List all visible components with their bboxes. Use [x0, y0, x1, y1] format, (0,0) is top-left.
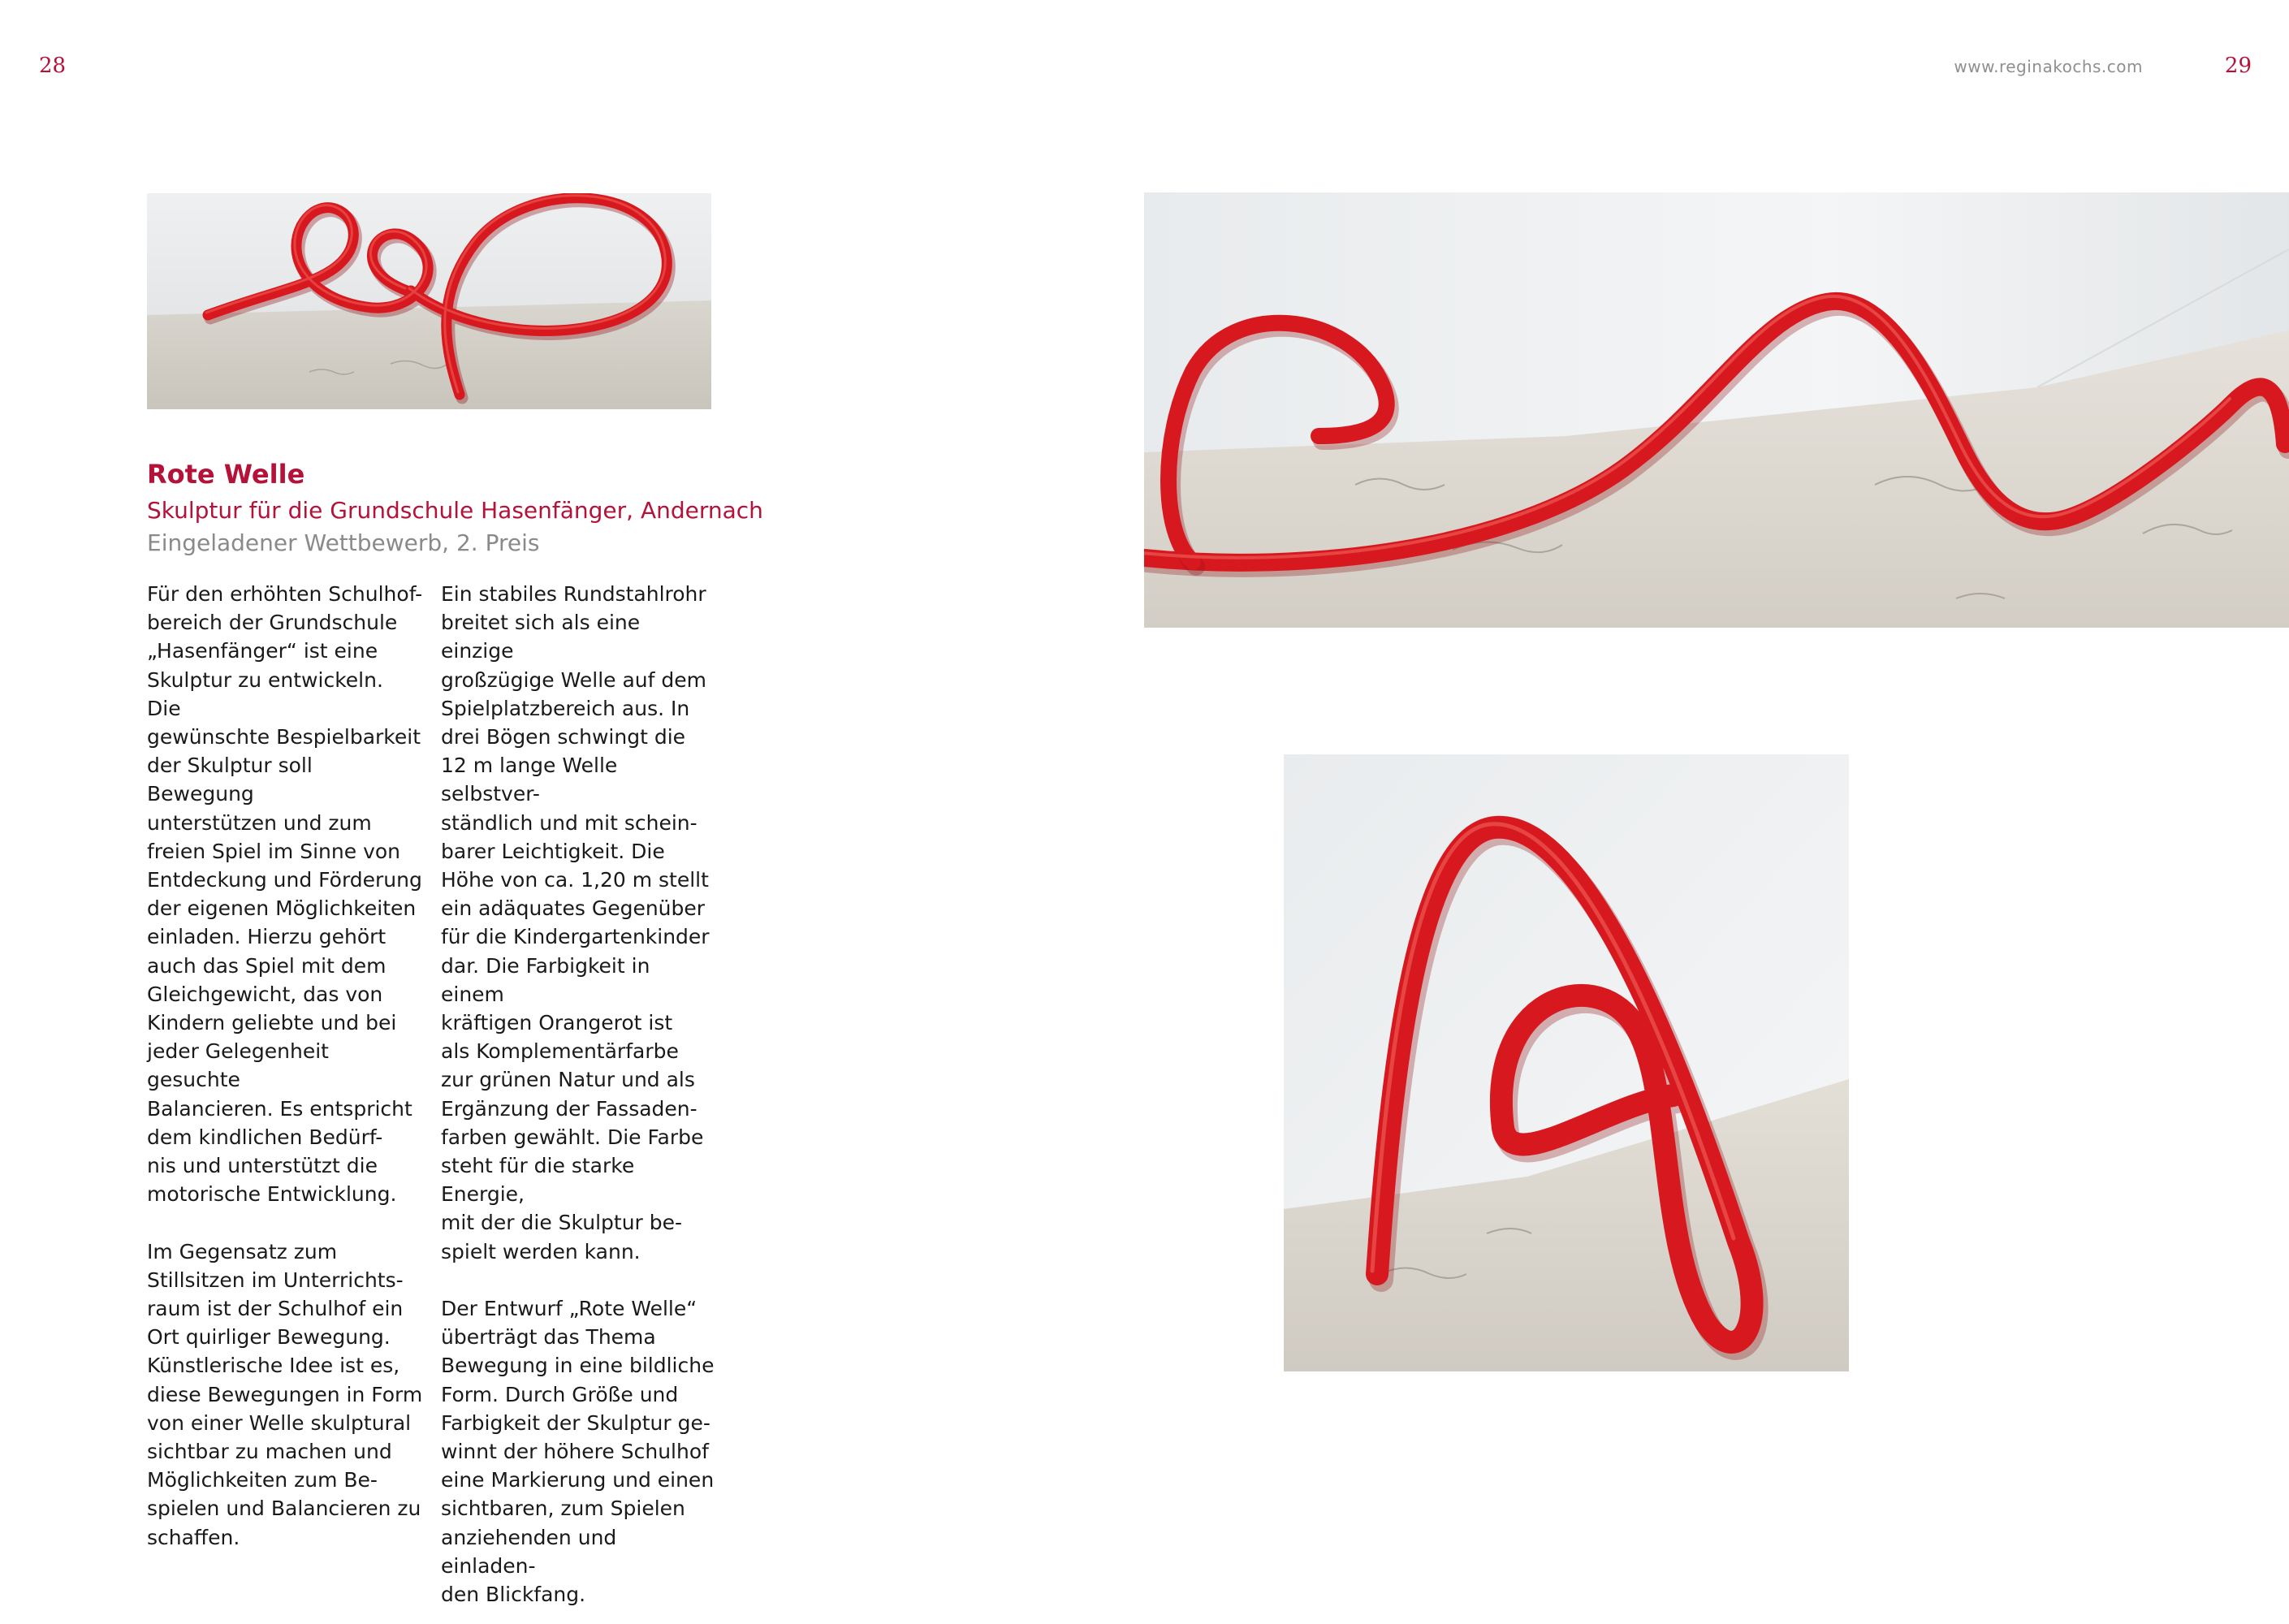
text-line: Form. Durch Größe und: [441, 1382, 679, 1406]
text-line: dar. Die Farbigkeit in einem: [441, 953, 650, 1006]
text-line: „Hasenfänger“ ist eine: [147, 639, 378, 663]
text-line: eine Markierung und einen: [441, 1468, 715, 1492]
text-line: motorische Entwicklung.: [147, 1182, 397, 1207]
text-line: farben gewählt. Die Farbe: [441, 1125, 704, 1149]
text-column-right: [441, 580, 717, 1609]
page-number-left: 28: [39, 54, 67, 78]
text-line: freien Spiel im Sinne von: [147, 839, 400, 863]
text-column-left: [147, 580, 423, 1552]
text-line: Farbigkeit der Skulptur ge-: [441, 1410, 710, 1435]
text-line: als Komplementärfarbe: [441, 1039, 679, 1064]
text-line: spielt werden kann.: [441, 1239, 641, 1263]
text-line: Ort quirliger Bewegung.: [147, 1325, 391, 1350]
text-line: dem kindlichen Bedürf-: [147, 1125, 383, 1149]
text-line: von einer Welle skulptural: [147, 1410, 412, 1435]
text-line: ein adäquates Gegenüber: [441, 896, 706, 921]
text-line: den Blickfang.: [441, 1583, 586, 1607]
text-line: mit der die Skulptur be-: [441, 1211, 683, 1235]
text-line: Ein stabiles Rundstahlrohr: [441, 582, 706, 606]
text-line: diese Bewegungen in Form: [147, 1382, 423, 1406]
text-line: zur grünen Natur und als: [441, 1068, 695, 1092]
text-line: spielen und Balancieren zu: [147, 1497, 421, 1521]
text-line: 12 m lange Welle selbstver-: [441, 754, 618, 806]
sculpture-photo-arch: [1284, 754, 1849, 1371]
text-line: raum ist der Schulhof ein: [147, 1297, 404, 1321]
text-line: Künstlerische Idee ist es,: [147, 1354, 400, 1378]
text-line: Möglichkeiten zum Be-: [147, 1468, 378, 1492]
text-line: Der Entwurf „Rote Welle“: [441, 1297, 697, 1321]
text-line: großzügige Welle auf dem: [441, 667, 706, 692]
text-line: der Skulptur soll Bewegung: [147, 754, 313, 806]
text-line: Skulptur zu entwickeln. Die: [147, 667, 383, 720]
text-line: Im Gegensatz zum: [147, 1239, 338, 1263]
text-line: Bewegung in eine bildliche: [441, 1354, 715, 1378]
text-line: ständlich und mit schein-: [441, 810, 697, 835]
sculpture-photo-wave: [1144, 192, 2289, 628]
text-line: kräftigen Orangerot ist: [441, 1011, 673, 1035]
body-paragraph: [147, 1237, 423, 1552]
body-paragraph: [441, 1294, 717, 1609]
text-line: auch das Spiel mit dem: [147, 953, 387, 978]
text-line: der eigenen Möglichkeiten: [147, 896, 417, 921]
text-line: steht für die starke Energie,: [441, 1154, 635, 1207]
text-line: für die Kindergartenkinder: [441, 925, 710, 949]
text-line: Stillsitzen im Unterrichts-: [147, 1268, 404, 1292]
article-subtitle: Skulptur für die Grundschule Hasenfänger, Andernach: [147, 497, 763, 524]
text-line: Gleichgewicht, das von: [147, 982, 383, 1006]
text-line: Spielplatzbereich aus. In: [441, 696, 690, 720]
text-line: einladen. Hierzu gehört: [147, 925, 387, 949]
text-line: barer Leichtigkeit. Die: [441, 839, 665, 863]
text-line: gewünschte Bespielbarkeit: [147, 725, 421, 749]
text-line: jeder Gelegenheit gesuchte: [147, 1039, 329, 1092]
text-line: nis und unterstützt die: [147, 1154, 378, 1178]
text-line: winnt der höhere Schulhof: [441, 1440, 709, 1464]
website-url: www.reginakochs.com: [1954, 57, 2143, 76]
text-line: Für den erhöhten Schulhof-: [147, 582, 423, 606]
text-line: unterstützen und zum: [147, 810, 372, 835]
body-paragraph: [147, 580, 423, 1208]
text-line: Balancieren. Es entspricht: [147, 1096, 412, 1121]
text-line: bereich der Grundschule: [147, 611, 398, 635]
text-line: überträgt das Thema: [441, 1325, 656, 1350]
article-title: Rote Welle: [147, 459, 305, 490]
award-line: Eingeladener Wettbewerb, 2. Preis: [147, 529, 540, 556]
text-line: anziehenden und einladen-: [441, 1525, 617, 1578]
text-line: breitet sich als eine einzige: [441, 611, 641, 663]
text-line: sichtbar zu machen und: [147, 1440, 392, 1464]
sculpture-photo-small: [147, 193, 711, 409]
page-number-right: 29: [2224, 54, 2252, 78]
text-line: schaffen.: [147, 1525, 240, 1549]
text-line: Höhe von ca. 1,20 m stellt: [441, 868, 709, 892]
body-paragraph: [441, 580, 717, 1266]
text-line: drei Bögen schwingt die: [441, 725, 686, 749]
text-line: Entdeckung und Förderung: [147, 868, 422, 892]
text-line: Ergänzung der Fassaden-: [441, 1096, 697, 1121]
text-line: Kindern geliebte und bei: [147, 1011, 397, 1035]
text-line: sichtbaren, zum Spielen: [441, 1497, 685, 1521]
